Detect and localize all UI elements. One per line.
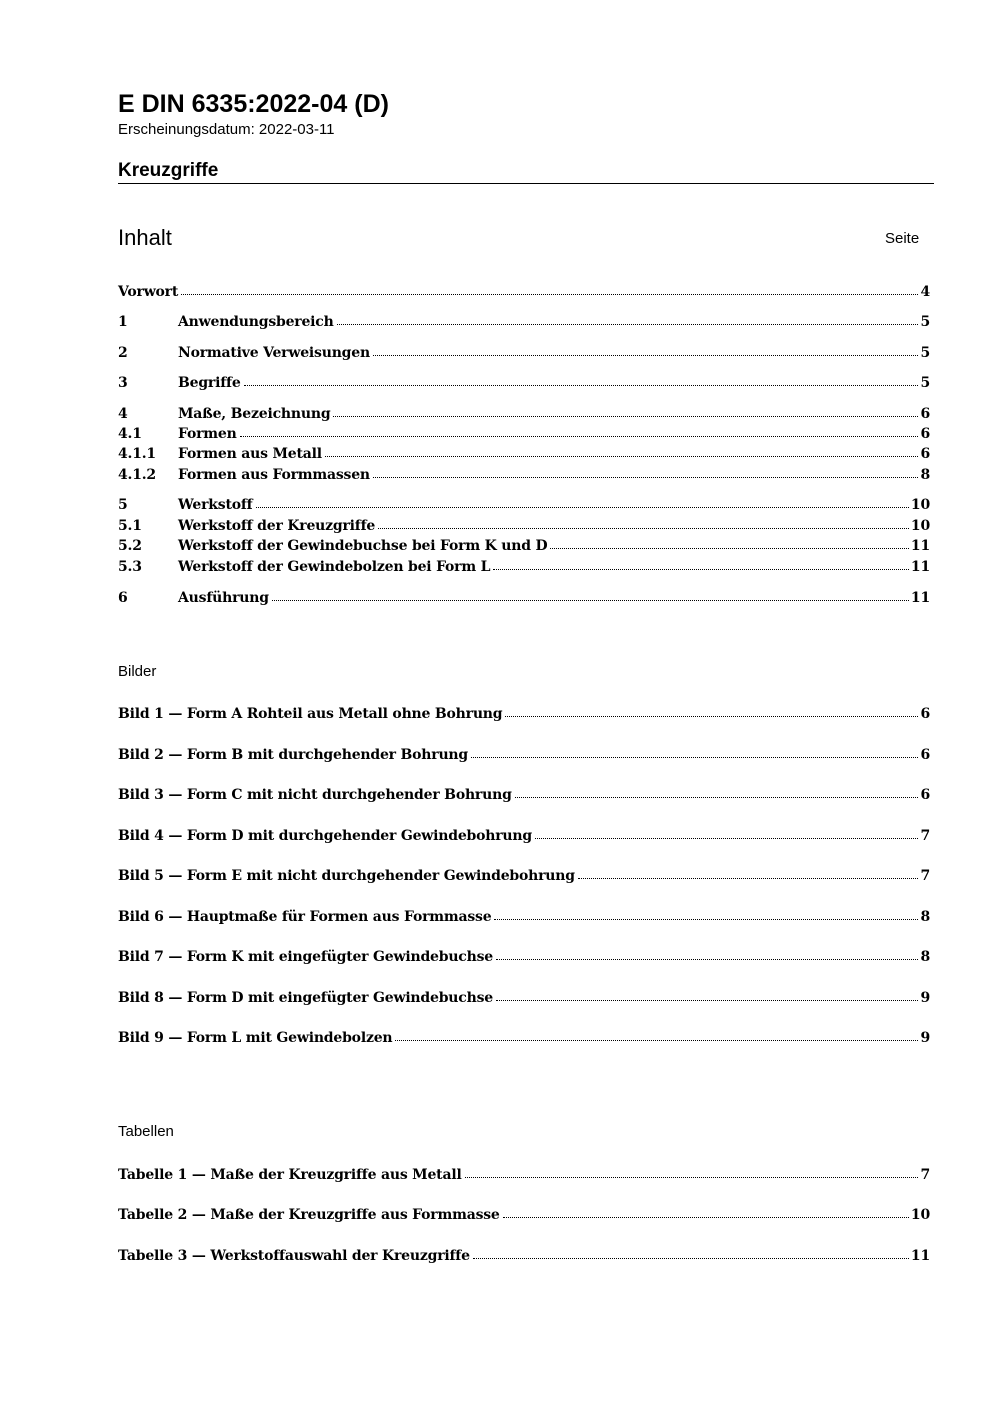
toc-entry-number: 4.1.1 [118,446,156,462]
dot-leader [244,385,919,386]
table-entry-text: Tabelle 1 — Maße der Kreuzgriffe aus Metall [118,1167,462,1183]
toc-entry-page: 8 [920,467,930,483]
dot-leader [550,548,908,549]
toc-entry[interactable] [118,463,930,483]
toc-entry-text: Formen [178,426,237,442]
toc-entry-number: 3 [118,375,128,391]
table-entry-text: Tabelle 2 — Maße der Kreuzgriffe aus Formmasse [118,1207,500,1223]
toc-entry-page: 5 [920,345,930,361]
figure-entry[interactable] [118,783,930,803]
dot-leader [240,436,919,437]
figure-entry[interactable] [118,945,930,965]
toc-entry-number: 6 [118,590,128,606]
figure-entry[interactable] [118,702,930,722]
toc-entry-number: 4 [118,406,128,422]
toc-entry[interactable] [118,514,930,534]
toc-entry-page: 11 [910,590,930,606]
toc-entry[interactable] [118,534,930,554]
figure-entry-text: Bild 7 — Form K mit eingefügter Gewindebuchse [118,949,493,965]
figure-entry-page: 6 [920,747,930,763]
dot-leader [494,919,918,920]
dot-leader [325,456,919,457]
toc-entry-number: 1 [118,314,128,330]
toc-entry-text: Werkstoff der Gewindebuchse bei Form K und D [178,538,548,554]
figure-entry-page: 7 [920,868,930,884]
toc-entry[interactable] [118,586,930,606]
toc-entry-number: 5.2 [118,538,142,554]
figure-entry-page: 9 [920,1030,930,1046]
toc-entry-page: 6 [920,406,930,422]
toc-entry-page: 6 [920,446,930,462]
table-entry[interactable] [118,1203,930,1223]
dot-leader [496,959,918,960]
toc-entry[interactable] [118,422,930,442]
table-entry[interactable] [118,1163,930,1183]
toc-entry-text: Begriffe [178,375,241,391]
document-subject: Kreuzgriffe [118,160,219,181]
dot-leader [272,600,909,601]
dot-leader [505,716,918,717]
figure-entry[interactable] [118,824,930,844]
dot-leader [256,507,909,508]
dot-leader [378,528,909,529]
toc-entry-text: Werkstoff der Kreuzgriffe [178,518,376,534]
toc-entry-text: Normative Verweisungen [178,345,370,361]
dot-leader [503,1217,909,1218]
figure-entry-text: Bild 9 — Form L mit Gewindebolzen [118,1030,393,1046]
toc-entry-number: 2 [118,345,128,361]
toc-entry-page: 5 [920,375,930,391]
issue-date: Erscheinungsdatum: 2022-03-11 [118,121,335,138]
tables-heading: Tabellen [118,1123,174,1140]
toc-entry-text: Formen aus Formmassen [178,467,370,483]
figure-entry-text: Bild 6 — Hauptmaße für Formen aus Formmasse [118,909,492,925]
dot-leader [535,838,918,839]
figures-heading: Bilder [118,663,157,680]
toc-entry-text: Werkstoff der Gewindebolzen bei Form L [178,559,491,575]
figure-entry-page: 8 [920,909,930,925]
figure-entry[interactable] [118,743,930,763]
toc-entry-page: 5 [920,314,930,330]
figure-entry[interactable] [118,986,930,1006]
toc-entry-page: 10 [910,497,930,513]
toc-entry-page: 4 [920,284,930,300]
toc-entry-text: Vorwort [118,284,179,300]
dot-leader [471,757,918,758]
dot-leader [373,355,919,356]
figure-entry[interactable] [118,1026,930,1046]
toc-entry-text: Maße, Bezeichnung [178,406,331,422]
dot-leader [395,1040,918,1041]
dot-leader [465,1177,919,1178]
toc-entry-number: 5 [118,497,128,513]
toc-entry-number: 4.1.2 [118,467,156,483]
table-entry-page: 10 [910,1207,930,1223]
toc-entry[interactable] [118,341,930,361]
toc-entry-page: 10 [910,518,930,534]
dot-leader [373,477,919,478]
toc-entry-text: Ausführung [178,590,269,606]
dot-leader [496,1000,918,1001]
dot-leader [337,324,919,325]
toc-entry[interactable] [118,555,930,575]
figure-entry-text: Bild 8 — Form D mit eingefügter Gewindebuchse [118,990,493,1006]
toc-entry-page: 11 [910,559,930,575]
toc-entry-text: Anwendungsbereich [178,314,334,330]
page-column-label: Seite [885,230,920,247]
toc-entry-page: 6 [920,426,930,442]
figure-entry-text: Bild 5 — Form E mit nicht durchgehender Gewindebohrung [118,868,575,884]
dot-leader [493,569,909,570]
dot-leader [515,797,919,798]
dot-leader [181,294,918,295]
figure-entry-text: Bild 3 — Form C mit nicht durchgehender Bohrung [118,787,512,803]
toc-entry[interactable] [118,310,930,330]
toc-entry[interactable] [118,280,930,300]
figure-entry-text: Bild 4 — Form D mit durchgehender Gewindebohrung [118,828,532,844]
figure-entry-page: 8 [920,949,930,965]
toc-entry[interactable] [118,493,930,513]
toc-entry-number: 4.1 [118,426,142,442]
table-entry-text: Tabelle 3 — Werkstoffauswahl der Kreuzgriffe [118,1248,470,1264]
toc-entry-number: 5.1 [118,518,142,534]
toc-entry[interactable] [118,402,930,422]
figure-entry-page: 9 [920,990,930,1006]
table-entry-page: 7 [920,1167,930,1183]
dot-leader [578,878,919,879]
figure-entry-text: Bild 1 — Form A Rohteil aus Metall ohne Bohrung [118,706,503,722]
toc-entry[interactable] [118,371,930,391]
dot-leader [333,416,918,417]
figure-entry[interactable] [118,905,930,925]
toc-entry-page: 11 [910,538,930,554]
figure-entry[interactable] [118,864,930,884]
dot-leader [473,1258,909,1259]
figure-entry-page: 6 [920,787,930,803]
header-rule [118,183,934,184]
table-entry[interactable] [118,1244,930,1264]
table-entry-page: 11 [910,1248,930,1264]
document-title: E DIN 6335:2022-04 (D) [118,90,389,118]
figure-entry-page: 7 [920,828,930,844]
toc-entry[interactable] [118,442,930,462]
figure-entry-text: Bild 2 — Form B mit durchgehender Bohrung [118,747,469,763]
toc-entry-text: Werkstoff [178,497,253,513]
contents-heading: Inhalt [118,225,172,250]
toc-entry-number: 5.3 [118,559,142,575]
figure-entry-page: 6 [920,706,930,722]
toc-entry-text: Formen aus Metall [178,446,322,462]
